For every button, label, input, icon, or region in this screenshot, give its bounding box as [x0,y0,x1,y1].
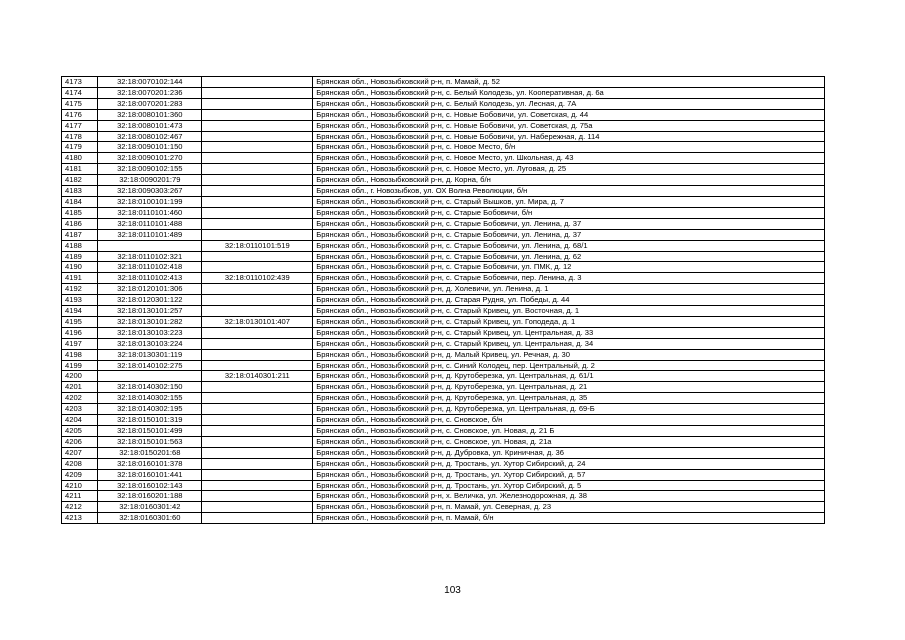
address-cell: Брянская обл., Новозыбковский р-н, д. Крутоберезка, ул. Центральная, д. 61/1 [313,371,825,382]
row-number-cell: 4208 [62,458,98,469]
table-row [62,131,825,142]
table-row [62,404,825,415]
cadastral-number-cell: 32:18:0070201:236 [98,87,202,98]
row-number-cell: 4178 [62,131,98,142]
row-number-cell: 4179 [62,142,98,153]
cadastral-number-cell: 32:18:0140302:155 [98,393,202,404]
cadastral-number-cell: 32:18:0160102:143 [98,480,202,491]
cadastral-number-cell: 32:18:0140302:195 [98,404,202,415]
address-cell: Брянская обл., Новозыбковский р-н, с. Новые Бобовичи, ул. Советская, д. 75а [313,120,825,131]
cadastral-number-cell: 32:18:0120301:122 [98,295,202,306]
row-number-cell: 4189 [62,251,98,262]
page-number: 103 [444,585,461,596]
row-number-cell: 4181 [62,164,98,175]
cadastral-number-cell: 32:18:0080102:467 [98,131,202,142]
row-number-cell: 4175 [62,98,98,109]
table-row [62,447,825,458]
table-row [62,480,825,491]
cadastral-number-cell [98,240,202,251]
secondary-cadastral-number-cell [202,120,313,131]
table-row [62,109,825,120]
row-number-cell: 4191 [62,273,98,284]
secondary-cadastral-number-cell [202,207,313,218]
row-number-cell: 4211 [62,491,98,502]
secondary-cadastral-number-cell [202,426,313,437]
table-row [62,382,825,393]
address-cell: Брянская обл., Новозыбковский р-н, с. Старые Бобовичи, ул. ПМК, д. 12 [313,262,825,273]
row-number-cell: 4209 [62,469,98,480]
row-number-cell: 4176 [62,109,98,120]
row-number-cell: 4177 [62,120,98,131]
cadastral-number-cell: 32:18:0090102:155 [98,164,202,175]
cadastral-number-cell: 32:18:0150101:319 [98,415,202,426]
cadastral-number-cell: 32:18:0150101:499 [98,426,202,437]
secondary-cadastral-number-cell [202,218,313,229]
address-cell: Брянская обл., Новозыбковский р-н, д. Старая Рудня, ул. Победы, д. 44 [313,295,825,306]
address-cell: Брянская обл., Новозыбковский р-н, с. Старые Бобовичи, ул. Ленина, д. 37 [313,229,825,240]
row-number-cell: 4195 [62,316,98,327]
secondary-cadastral-number-cell: 32:18:0140301:211 [202,371,313,382]
table-row [62,360,825,371]
row-number-cell: 4212 [62,502,98,513]
address-cell: Брянская обл., Новозыбковский р-н, д. Крутоберезка, ул. Центральная, д. 35 [313,393,825,404]
row-number-cell: 4194 [62,306,98,317]
address-cell: Брянская обл., Новозыбковский р-н, с. Сновское, ул. Новая, д. 21 Б [313,426,825,437]
table-row [62,186,825,197]
cadastral-number-cell: 32:18:0160201:188 [98,491,202,502]
table-row [62,415,825,426]
address-cell: Брянская обл., Новозыбковский р-н, с. Старые Бобовичи, ул. Ленина, д. 62 [313,251,825,262]
cadastral-number-cell: 32:18:0160301:42 [98,502,202,513]
address-cell: Брянская обл., Новозыбковский р-н, д. Корна, б/н [313,175,825,186]
cadastral-number-cell: 32:18:0160301:60 [98,513,202,524]
secondary-cadastral-number-cell [202,436,313,447]
row-number-cell: 4196 [62,327,98,338]
address-cell: Брянская обл., Новозыбковский р-н, с. Новые Бобовичи, ул. Советская, д. 44 [313,109,825,120]
secondary-cadastral-number-cell [202,87,313,98]
row-number-cell: 4207 [62,447,98,458]
address-cell: Брянская обл., Новозыбковский р-н, с. Новое Место, ул. Луговая, д. 25 [313,164,825,175]
row-number-cell: 4174 [62,87,98,98]
address-cell: Брянская обл., Новозыбковский р-н, с. Новое Место, б/н [313,142,825,153]
address-cell: Брянская обл., Новозыбковский р-н, п. Мамай, ул. Северная, д. 23 [313,502,825,513]
secondary-cadastral-number-cell [202,175,313,186]
cadastral-number-cell: 32:18:0070201:283 [98,98,202,109]
secondary-cadastral-number-cell [202,164,313,175]
address-cell: Брянская обл., Новозыбковский р-н, д. Крутоберезка, ул. Центральная, д. 21 [313,382,825,393]
secondary-cadastral-number-cell [202,327,313,338]
table-row [62,207,825,218]
address-cell: Брянская обл., Новозыбковский р-н, с. Сновское, б/н [313,415,825,426]
address-cell: Брянская обл., Новозыбковский р-н, д. Малый Кривец, ул. Речная, д. 30 [313,349,825,360]
address-cell: Брянская обл., Новозыбковский р-н, д. Тростань, ул. Хутор Сибирский, д. 5 [313,480,825,491]
secondary-cadastral-number-cell [202,469,313,480]
address-cell: Брянская обл., Новозыбковский р-н, д. Холевичи, ул. Ленина, д. 1 [313,284,825,295]
table-row [62,262,825,273]
secondary-cadastral-number-cell [202,196,313,207]
cadastral-number-cell: 32:18:0140102:275 [98,360,202,371]
row-number-cell: 4200 [62,371,98,382]
table-row [62,513,825,524]
table-row [62,349,825,360]
table-row [62,491,825,502]
table-row [62,469,825,480]
address-cell: Брянская обл., Новозыбковский р-н, с. Новое Место, ул. Школьная, д. 43 [313,153,825,164]
address-cell: Брянская обл., Новозыбковский р-н, с. Старый Кривец, ул. Центральная, д. 33 [313,327,825,338]
row-number-cell: 4180 [62,153,98,164]
cadastral-number-cell: 32:18:0110102:321 [98,251,202,262]
table-row [62,316,825,327]
address-cell: Брянская обл., Новозыбковский р-н, с. Новые Бобовичи, ул. Набережная, д. 114 [313,131,825,142]
cadastral-number-cell: 32:18:0080101:473 [98,120,202,131]
cadastral-number-cell: 32:18:0150101:563 [98,436,202,447]
cadastral-number-cell: 32:18:0160101:441 [98,469,202,480]
table-row [62,87,825,98]
secondary-cadastral-number-cell [202,360,313,371]
secondary-cadastral-number-cell [202,447,313,458]
address-cell: Брянская обл., Новозыбковский р-н, с. Старый Кривец, ул. Центральная, д. 34 [313,338,825,349]
table-row [62,273,825,284]
table-row [62,120,825,131]
table-row [62,393,825,404]
row-number-cell: 4186 [62,218,98,229]
secondary-cadastral-number-cell [202,77,313,88]
secondary-cadastral-number-cell: 32:18:0110102:439 [202,273,313,284]
table-row [62,98,825,109]
address-cell: Брянская обл., Новозыбковский р-н, х. Величка, ул. Железнодорожная, д. 38 [313,491,825,502]
table-row [62,218,825,229]
table-row [62,229,825,240]
address-cell: Брянская обл., Новозыбковский р-н, с. Старый Кривец, ул. Восточная, д. 1 [313,306,825,317]
cadastral-number-cell: 32:18:0110101:460 [98,207,202,218]
address-cell: Брянская обл., г. Новозыбков, ул. ОХ Волна Революции, б/н [313,186,825,197]
secondary-cadastral-number-cell [202,98,313,109]
row-number-cell: 4188 [62,240,98,251]
address-cell: Брянская обл., Новозыбковский р-н, д. Крутоберезка, ул. Центральная, д. 69-Б [313,404,825,415]
cadastral-number-cell: 32:18:0130103:223 [98,327,202,338]
cadastral-number-cell: 32:18:0130101:257 [98,306,202,317]
cadastral-number-cell: 32:18:0120101:306 [98,284,202,295]
row-number-cell: 4206 [62,436,98,447]
cadastral-number-cell: 32:18:0140302:150 [98,382,202,393]
cadastral-number-cell: 32:18:0160101:378 [98,458,202,469]
secondary-cadastral-number-cell [202,415,313,426]
cadastral-number-cell: 32:18:0110101:488 [98,218,202,229]
address-cell: Брянская обл., Новозыбковский р-н, д. Тростань, ул. Хутор Сибирский, д. 57 [313,469,825,480]
row-number-cell: 4201 [62,382,98,393]
row-number-cell: 4213 [62,513,98,524]
secondary-cadastral-number-cell [202,382,313,393]
address-cell: Брянская обл., Новозыбковский р-н, п. Мамай, б/н [313,513,825,524]
secondary-cadastral-number-cell [202,404,313,415]
table-body [62,77,825,524]
secondary-cadastral-number-cell [202,186,313,197]
table-row [62,284,825,295]
table-row [62,426,825,437]
table-row [62,164,825,175]
table-row [62,436,825,447]
row-number-cell: 4190 [62,262,98,273]
table-row [62,240,825,251]
cadastral-number-cell: 32:18:0090101:270 [98,153,202,164]
address-cell: Брянская обл., Новозыбковский р-н, с. Белый Колодезь, ул. Кооперативная, д. 6а [313,87,825,98]
table-row [62,295,825,306]
row-number-cell: 4185 [62,207,98,218]
row-number-cell: 4187 [62,229,98,240]
secondary-cadastral-number-cell [202,513,313,524]
row-number-cell: 4198 [62,349,98,360]
secondary-cadastral-number-cell [202,393,313,404]
secondary-cadastral-number-cell: 32:18:0110101:519 [202,240,313,251]
table-row [62,175,825,186]
row-number-cell: 4202 [62,393,98,404]
row-number-cell: 4203 [62,404,98,415]
address-cell: Брянская обл., Новозыбковский р-н, д. Дубровка, ул. Криничная, д. 36 [313,447,825,458]
table-row [62,371,825,382]
table-row [62,251,825,262]
cadastral-number-cell: 32:18:0130301:119 [98,349,202,360]
secondary-cadastral-number-cell [202,229,313,240]
table-row [62,77,825,88]
address-cell: Брянская обл., Новозыбковский р-н, с. Старые Бобовичи, пер. Ленина, д. 3 [313,273,825,284]
address-cell: Брянская обл., Новозыбковский р-н, с. Белый Колодезь, ул. Лесная, д. 7А [313,98,825,109]
address-cell: Брянская обл., Новозыбковский р-н, с. Старые Бобовичи, б/н [313,207,825,218]
address-cell: Брянская обл., Новозыбковский р-н, с. Старые Бобовичи, ул. Ленина, д. 37 [313,218,825,229]
table-row [62,327,825,338]
row-number-cell: 4173 [62,77,98,88]
secondary-cadastral-number-cell [202,349,313,360]
table-row [62,196,825,207]
address-cell: Брянская обл., Новозыбковский р-н, с. Синий Колодец, пер. Центральный, д. 2 [313,360,825,371]
secondary-cadastral-number-cell [202,131,313,142]
cadastral-number-cell: 32:18:0110102:413 [98,273,202,284]
cadastral-number-cell: 32:18:0100101:199 [98,196,202,207]
address-cell: Брянская обл., Новозыбковский р-н, с. Сновское, ул. Новая, д. 21а [313,436,825,447]
row-number-cell: 4183 [62,186,98,197]
secondary-cadastral-number-cell [202,251,313,262]
secondary-cadastral-number-cell [202,153,313,164]
row-number-cell: 4204 [62,415,98,426]
secondary-cadastral-number-cell [202,458,313,469]
property-register-table [61,76,825,524]
secondary-cadastral-number-cell [202,491,313,502]
secondary-cadastral-number-cell [202,284,313,295]
address-cell: Брянская обл., Новозыбковский р-н, с. Старые Бобовичи, ул. Ленина, д. 68/1 [313,240,825,251]
row-number-cell: 4192 [62,284,98,295]
cadastral-number-cell: 32:18:0130103:224 [98,338,202,349]
address-cell: Брянская обл., Новозыбковский р-н, п. Мамай, д. 52 [313,77,825,88]
row-number-cell: 4205 [62,426,98,437]
cadastral-number-cell: 32:18:0150201:68 [98,447,202,458]
address-cell: Брянская обл., Новозыбковский р-н, с. Старый Вышков, ул. Мира, д. 7 [313,196,825,207]
row-number-cell: 4199 [62,360,98,371]
cadastral-number-cell [98,371,202,382]
secondary-cadastral-number-cell [202,142,313,153]
row-number-cell: 4184 [62,196,98,207]
cadastral-number-cell: 32:18:0090303:267 [98,186,202,197]
row-number-cell: 4182 [62,175,98,186]
cadastral-number-cell: 32:18:0110102:418 [98,262,202,273]
cadastral-number-cell: 32:18:0070102:144 [98,77,202,88]
secondary-cadastral-number-cell [202,295,313,306]
address-cell: Брянская обл., Новозыбковский р-н, д. Тростань, ул. Хутор Сибирский, д. 24 [313,458,825,469]
table-row [62,502,825,513]
row-number-cell: 4193 [62,295,98,306]
cadastral-number-cell: 32:18:0090201:79 [98,175,202,186]
secondary-cadastral-number-cell: 32:18:0130101:407 [202,316,313,327]
row-number-cell: 4210 [62,480,98,491]
cadastral-number-cell: 32:18:0080101:360 [98,109,202,120]
table-row [62,338,825,349]
row-number-cell: 4197 [62,338,98,349]
secondary-cadastral-number-cell [202,306,313,317]
address-cell: Брянская обл., Новозыбковский р-н, с. Старый Кривец, ул. Гоподеда, д. 1 [313,316,825,327]
cadastral-number-cell: 32:18:0110101:489 [98,229,202,240]
table-row [62,153,825,164]
secondary-cadastral-number-cell [202,338,313,349]
table-row [62,306,825,317]
secondary-cadastral-number-cell [202,109,313,120]
cadastral-number-cell: 32:18:0090101:150 [98,142,202,153]
secondary-cadastral-number-cell [202,262,313,273]
table-row [62,458,825,469]
secondary-cadastral-number-cell [202,480,313,491]
table-row [62,142,825,153]
secondary-cadastral-number-cell [202,502,313,513]
cadastral-number-cell: 32:18:0130101:282 [98,316,202,327]
